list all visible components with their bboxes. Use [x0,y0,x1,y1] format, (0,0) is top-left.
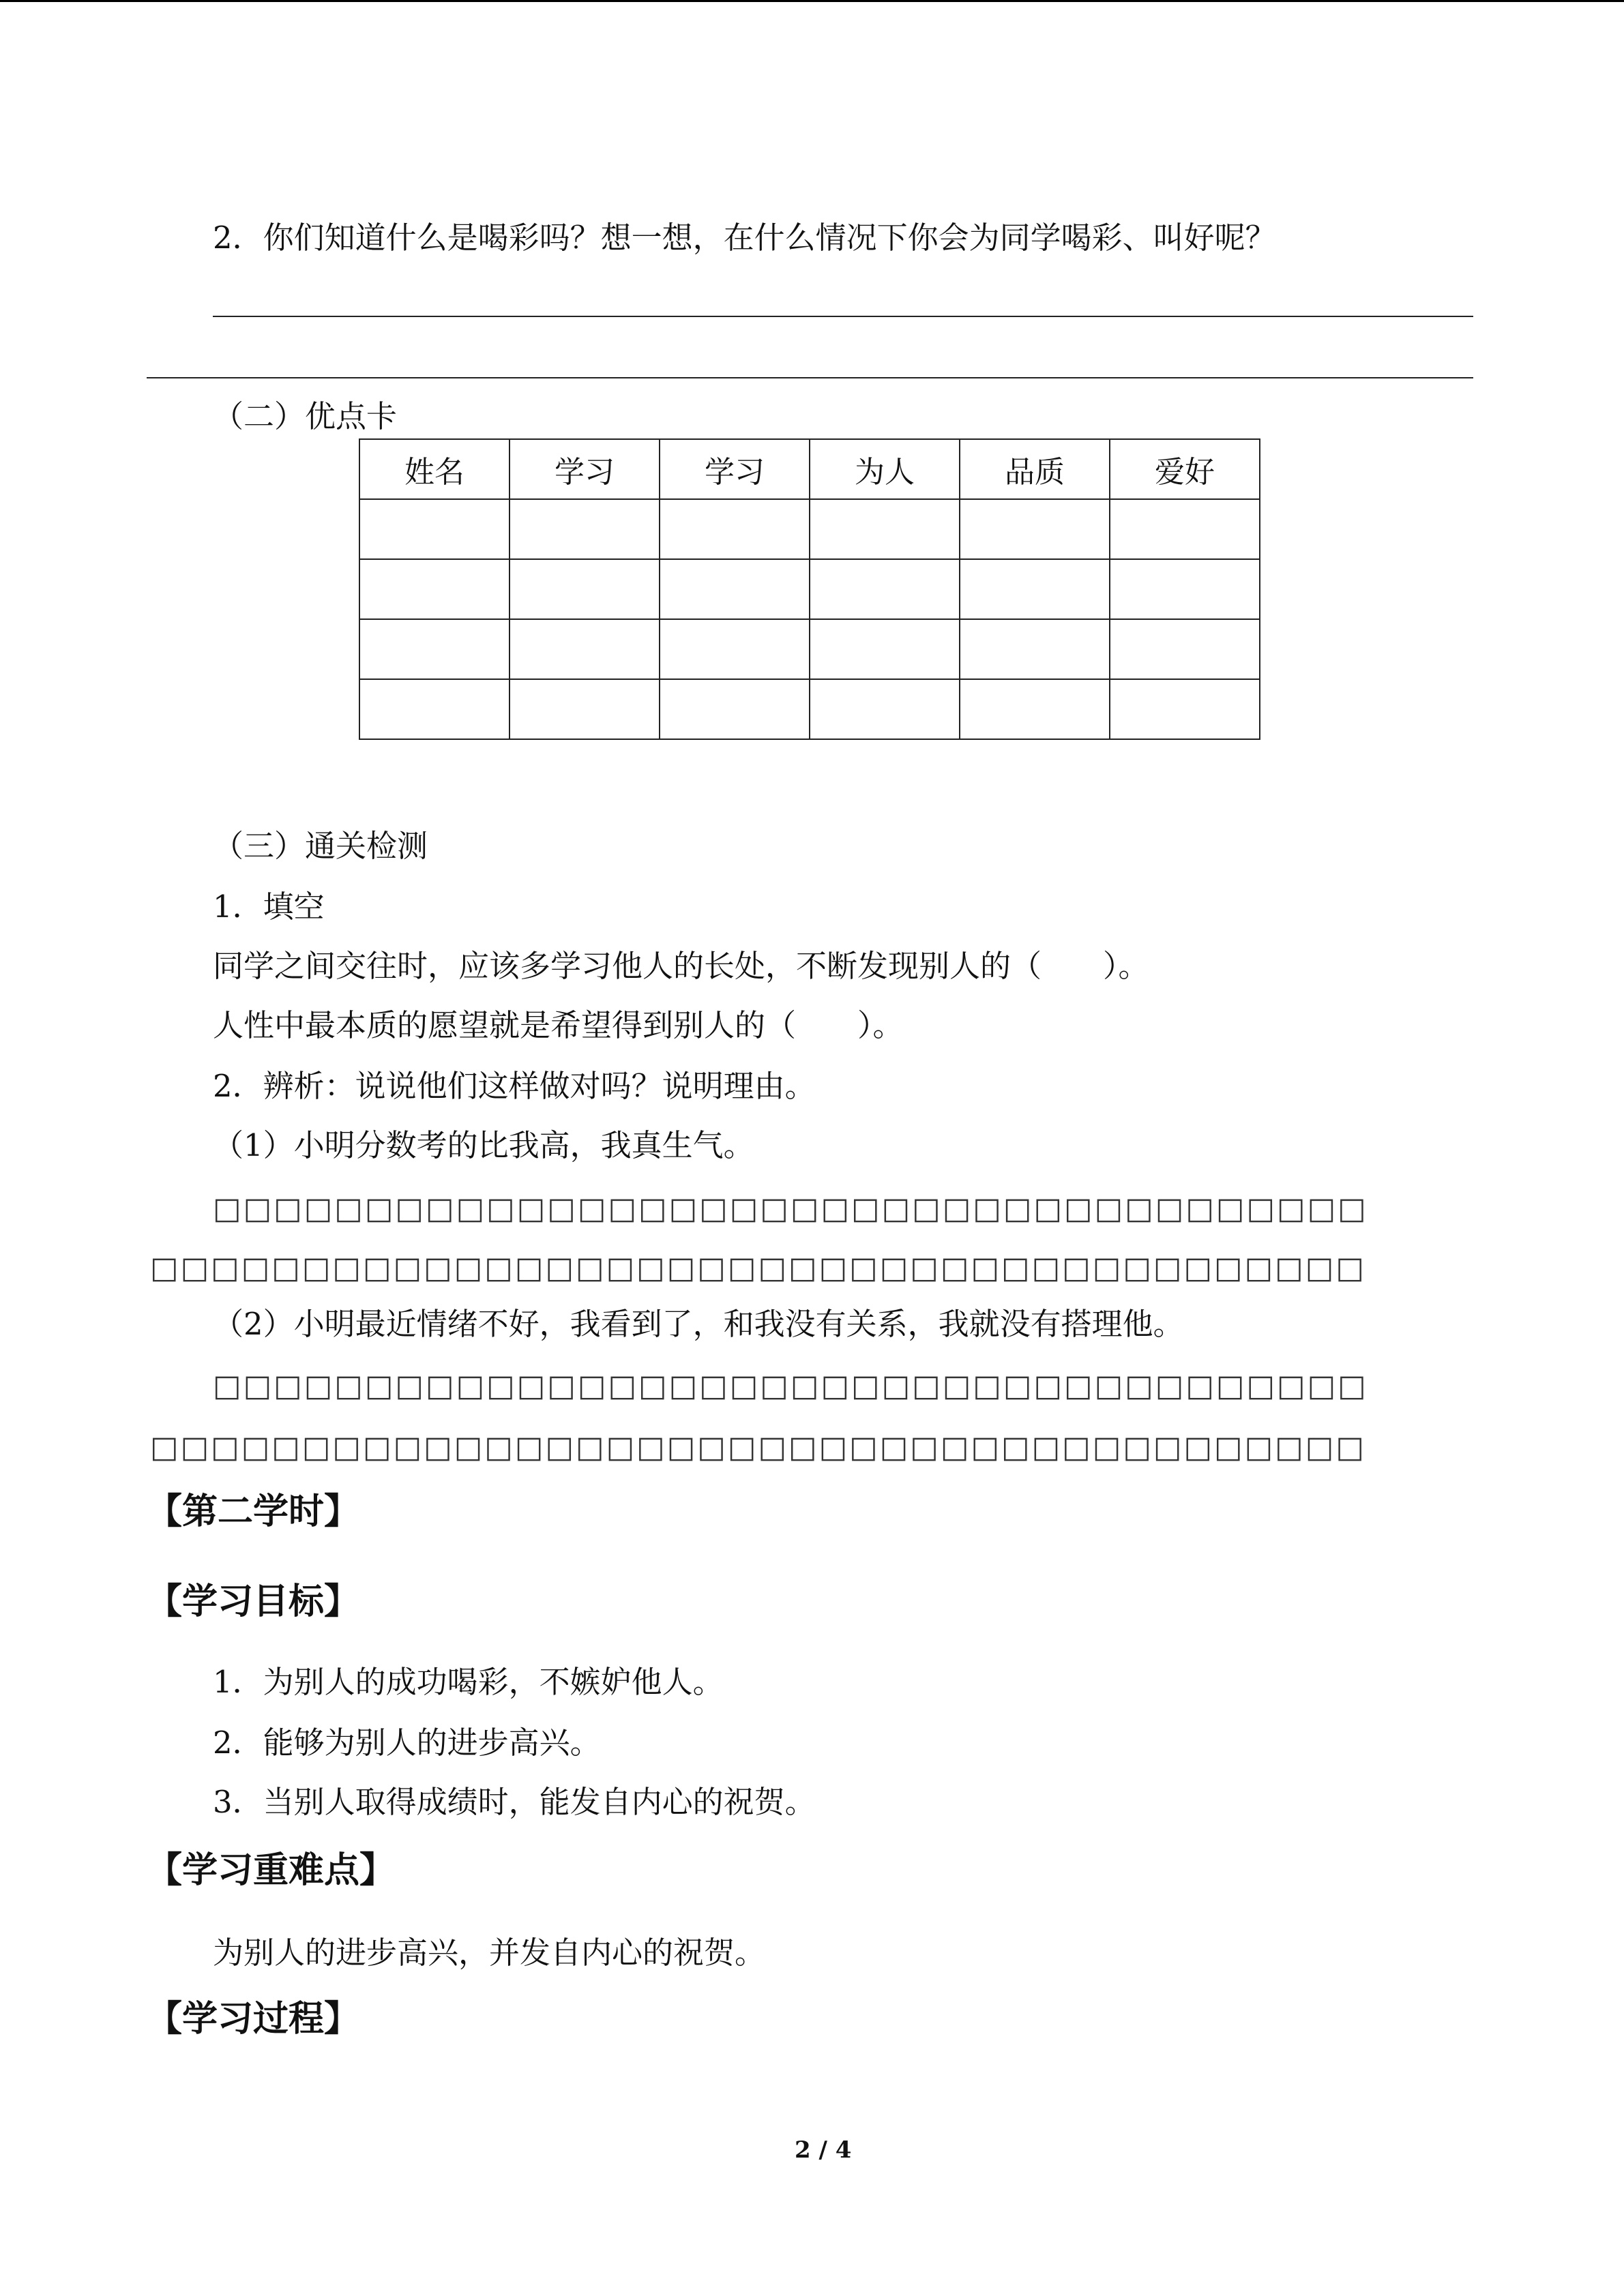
table-cell[interactable] [510,679,660,739]
table-row [359,499,1260,559]
table-cell[interactable] [1110,679,1260,739]
fill-blank-title: 1．填空 [213,889,325,925]
question-2: 2．你们知道什么是喝彩吗？想一想，在什么情况下你会为同学喝彩、叫好呢？ [213,220,1276,256]
learning-process-heading: 【学习过程】 [147,1999,360,2040]
fill-blank-item-2: 人性中最本质的愿望就是希望得到别人的（ ）。 [213,1007,904,1043]
analysis-title: 2．辨析：说说他们这样做对吗？说明理由。 [213,1068,816,1104]
table-cell[interactable] [1110,559,1260,619]
table-cell[interactable] [810,499,960,559]
table-header-row [359,439,1260,499]
answer-boxes-row[interactable]: □□□□□□□□□□□□□□□□□□□□□□□□□□□□□□□□□□□□□□ [213,1191,1368,1226]
table-cell[interactable] [1110,619,1260,679]
table-cell[interactable] [359,499,510,559]
section-checkpoint: （三）通关检测 [213,828,428,864]
goal-item: 3．当别人取得成绩时，能发自内心的祝贺。 [213,1784,816,1820]
key-points-heading: 【学习重难点】 [147,1850,396,1891]
table-cell[interactable] [510,559,660,619]
goal-item: 2．能够为别人的进步高兴。 [213,1725,601,1761]
table-cell[interactable] [1110,499,1260,559]
table-cell[interactable] [359,559,510,619]
goal-item: 1．为别人的成功喝彩，不嫉妒他人。 [213,1664,724,1700]
answer-boxes-row[interactable]: □□□□□□□□□□□□□□□□□□□□□□□□□□□□□□□□□□□□□□□□ [150,1251,1366,1285]
case-1: （1）小明分数考的比我高，我真生气。 [213,1127,754,1163]
answer-boxes-row[interactable]: □□□□□□□□□□□□□□□□□□□□□□□□□□□□□□□□□□□□□□□□ [150,1430,1366,1465]
table-row [359,679,1260,739]
case-2: （2）小明最近情绪不好，我看到了，和我没有关系，我就没有搭理他。 [213,1306,1184,1342]
table-header-cell: 爱好 [1110,439,1260,499]
table-cell[interactable] [660,559,810,619]
table-cell[interactable] [510,499,660,559]
table-row [359,619,1260,679]
answer-line-2 [147,377,1473,378]
table-cell[interactable] [810,559,960,619]
table-cell[interactable] [510,619,660,679]
fill-blank-item-1: 同学之间交往时，应该多学习他人的长处，不断发现别人的（ ）。 [213,948,1149,984]
table-row [359,559,1260,619]
table-header-cell: 品质 [960,439,1110,499]
page-number: 2 / 4 [795,2136,852,2164]
lesson-2-heading: 【第二学时】 [147,1491,360,1532]
table-cell[interactable] [960,559,1110,619]
table-cell[interactable] [960,619,1110,679]
table-cell[interactable] [810,679,960,739]
answer-boxes-row[interactable]: □□□□□□□□□□□□□□□□□□□□□□□□□□□□□□□□□□□□□□ [213,1369,1368,1403]
section-merit-card: （二）优点卡 [213,398,398,434]
key-points-text: 为别人的进步高兴，并发自内心的祝贺。 [213,1935,766,1971]
learning-goals-heading: 【学习目标】 [147,1581,360,1622]
table-cell[interactable] [960,499,1110,559]
answer-line-1 [213,316,1473,317]
table-header-cell: 为人 [810,439,960,499]
table-cell[interactable] [660,679,810,739]
table-cell[interactable] [810,619,960,679]
table-header-cell: 姓名 [359,439,510,499]
table-cell[interactable] [660,499,810,559]
merit-card-table [359,438,1260,740]
table-cell[interactable] [359,679,510,739]
table-cell[interactable] [359,619,510,679]
table-header-cell: 学习 [660,439,810,499]
table-cell[interactable] [660,619,810,679]
table-cell[interactable] [960,679,1110,739]
table-header-cell: 学习 [510,439,660,499]
